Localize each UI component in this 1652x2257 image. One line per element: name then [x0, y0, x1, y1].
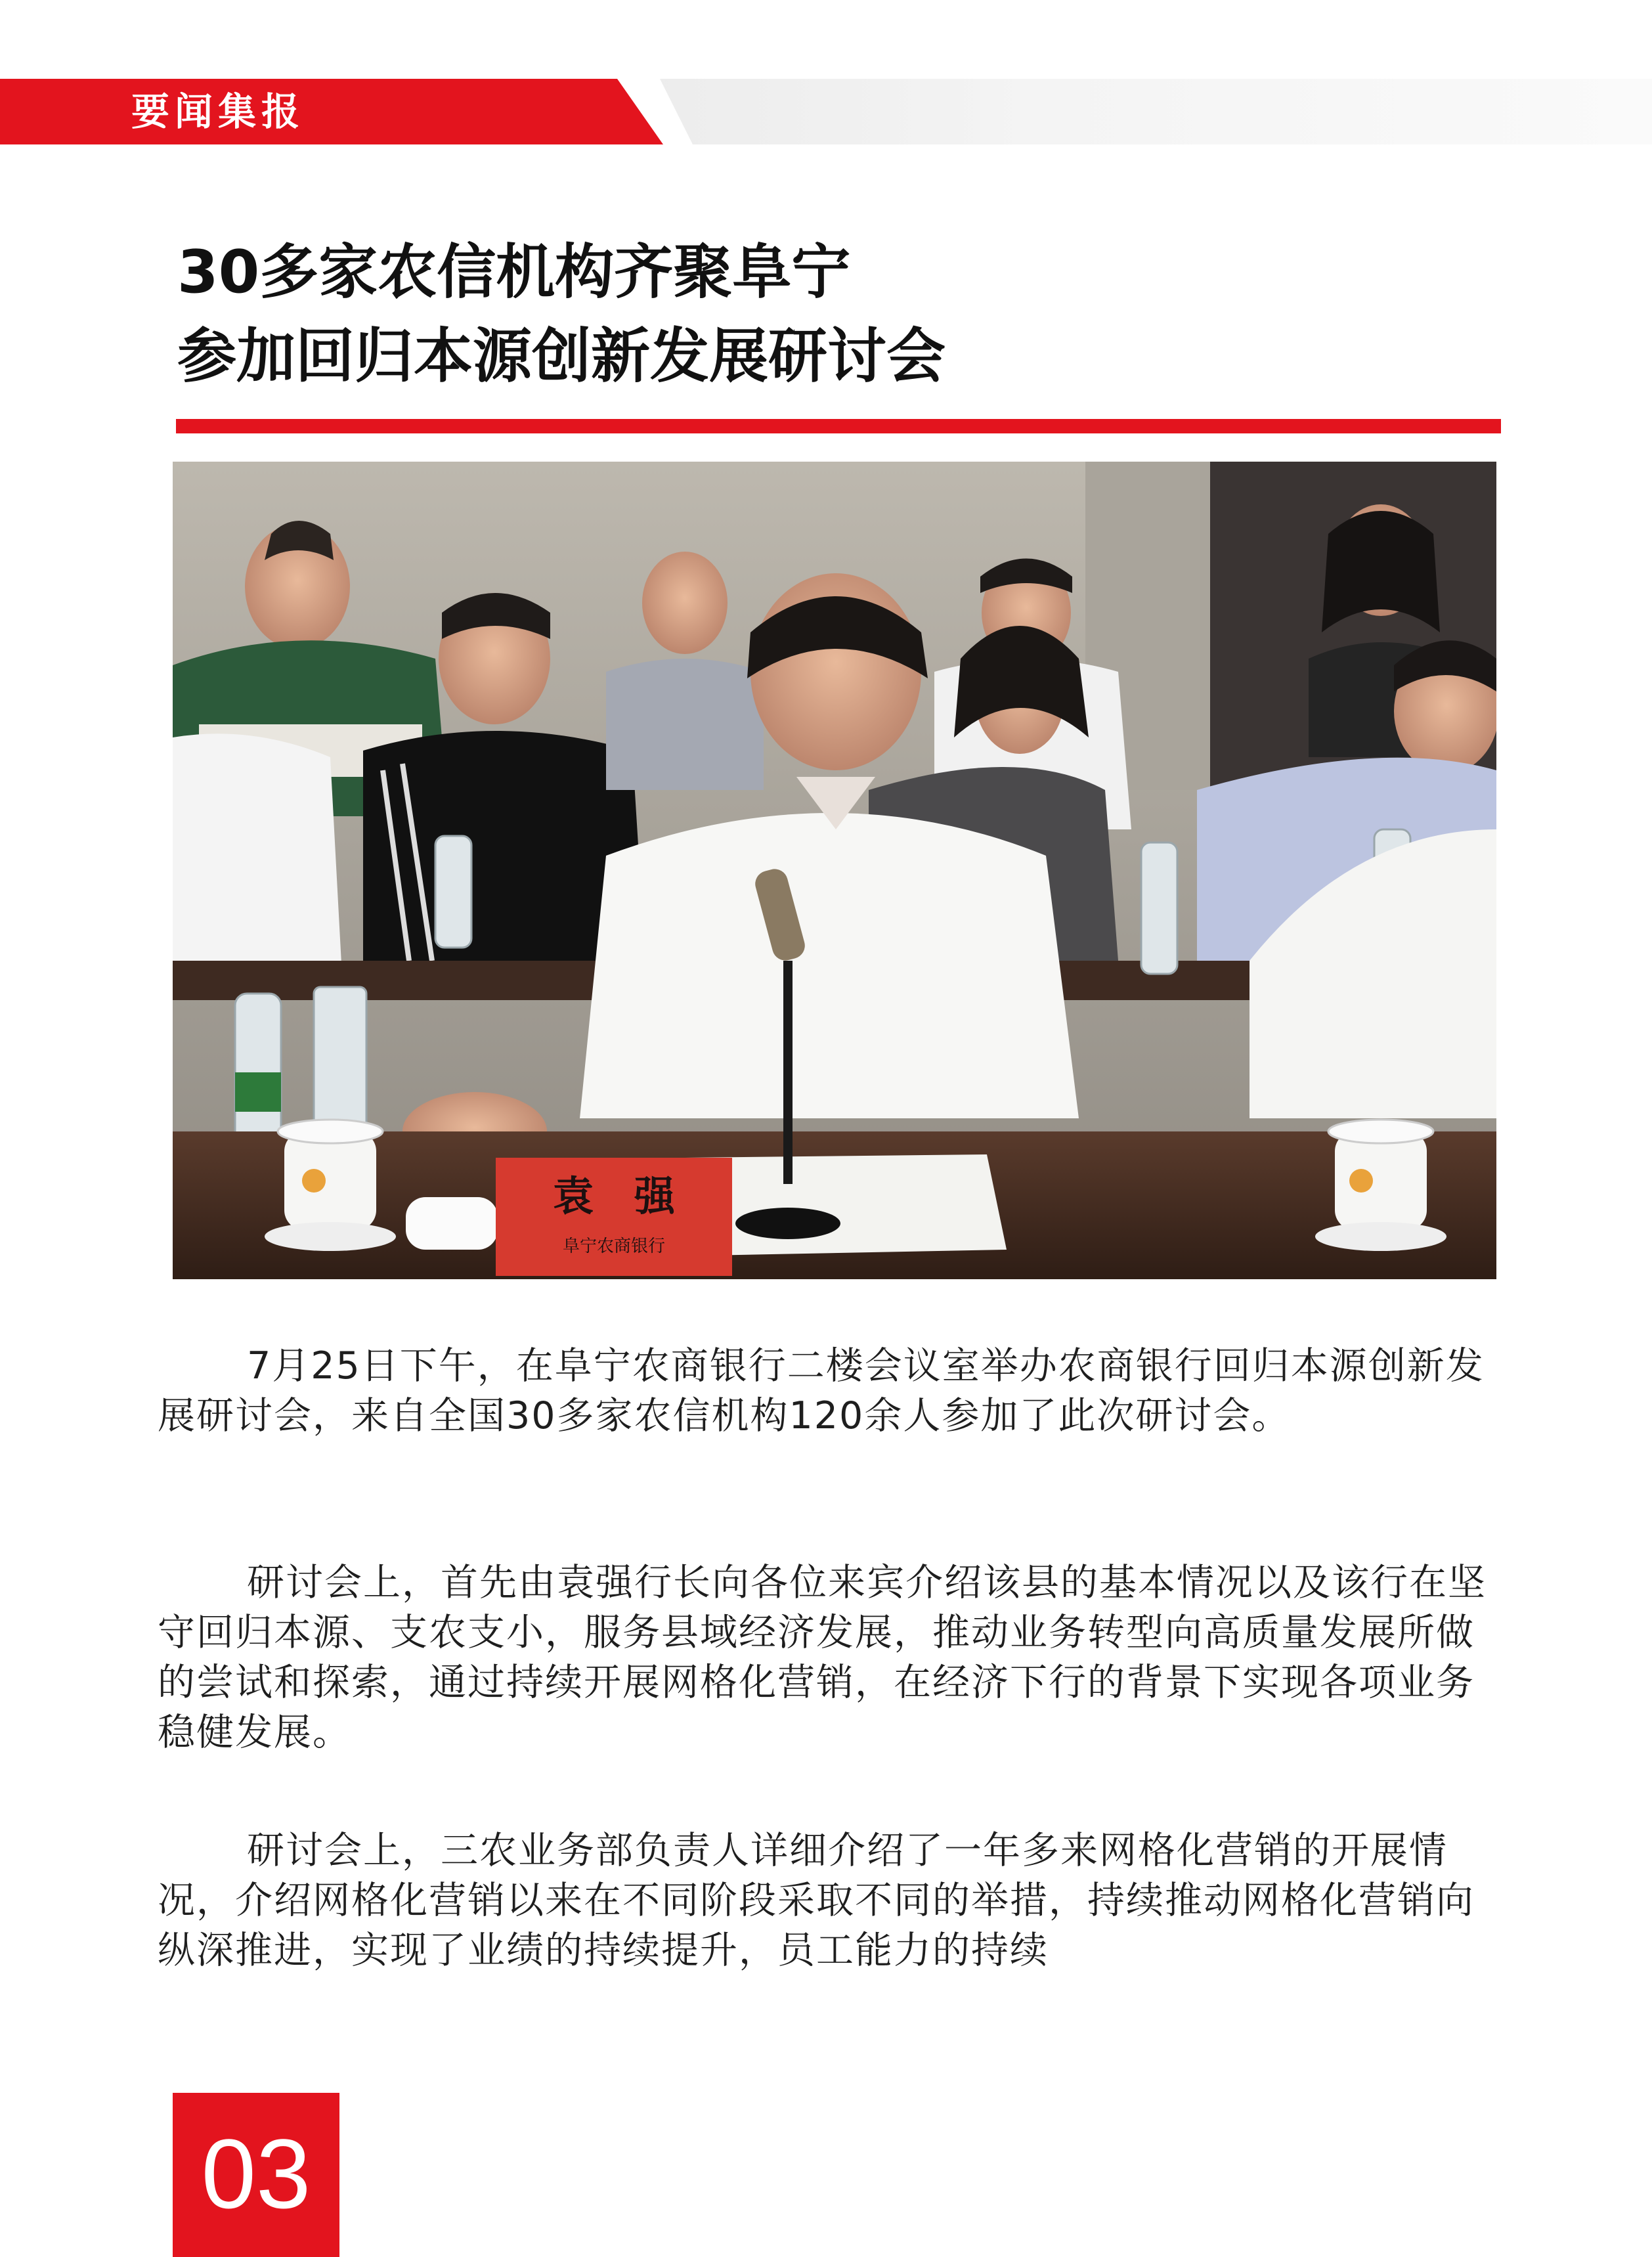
article-title-line2: 参加回归本源创新发展研讨会 — [177, 322, 946, 391]
article-title-line1: 30多家农信机构齐聚阜宁 — [177, 238, 851, 307]
nameplate-name: 袁 强 — [552, 1172, 676, 1220]
header-band-red — [0, 79, 663, 144]
page-number: 03 — [201, 2118, 311, 2229]
title-underline — [176, 419, 1501, 433]
meeting-photo — [173, 462, 1496, 1279]
paragraph-2: 研讨会上，首先由袁强行长向各位来宾介绍该县的基本情况以及该行在坚守回归本源、支农支小，服务县域经济发展，推动业务转型向高质量发展所做的尝试和探索，通过持续开展网格化营销，在经济下行的背景下实现各项业务稳健发展。 — [158, 1561, 1487, 1754]
paragraph-3: 研讨会上，三农业务部负责人详细介绍了一年多来网格化营销的开展情况，介绍网格化营销以来在不同阶段采取不同的举措，持续推动网格化营销向纵深推进，实现了业绩的持续提升，员工能力的持续 — [158, 1829, 1475, 1972]
section-label: 要闻集报 — [131, 89, 305, 134]
header-band-grey — [630, 79, 1652, 144]
paragraph-1: 7月25日下午，在阜宁农商银行二楼会议室举办农商银行回归本源创新发展研讨会，来自全国30多家农信机构120余人参加了此次研讨会。 — [158, 1344, 1485, 1437]
nameplate-org: 阜宁农商银行 — [562, 1237, 666, 1256]
